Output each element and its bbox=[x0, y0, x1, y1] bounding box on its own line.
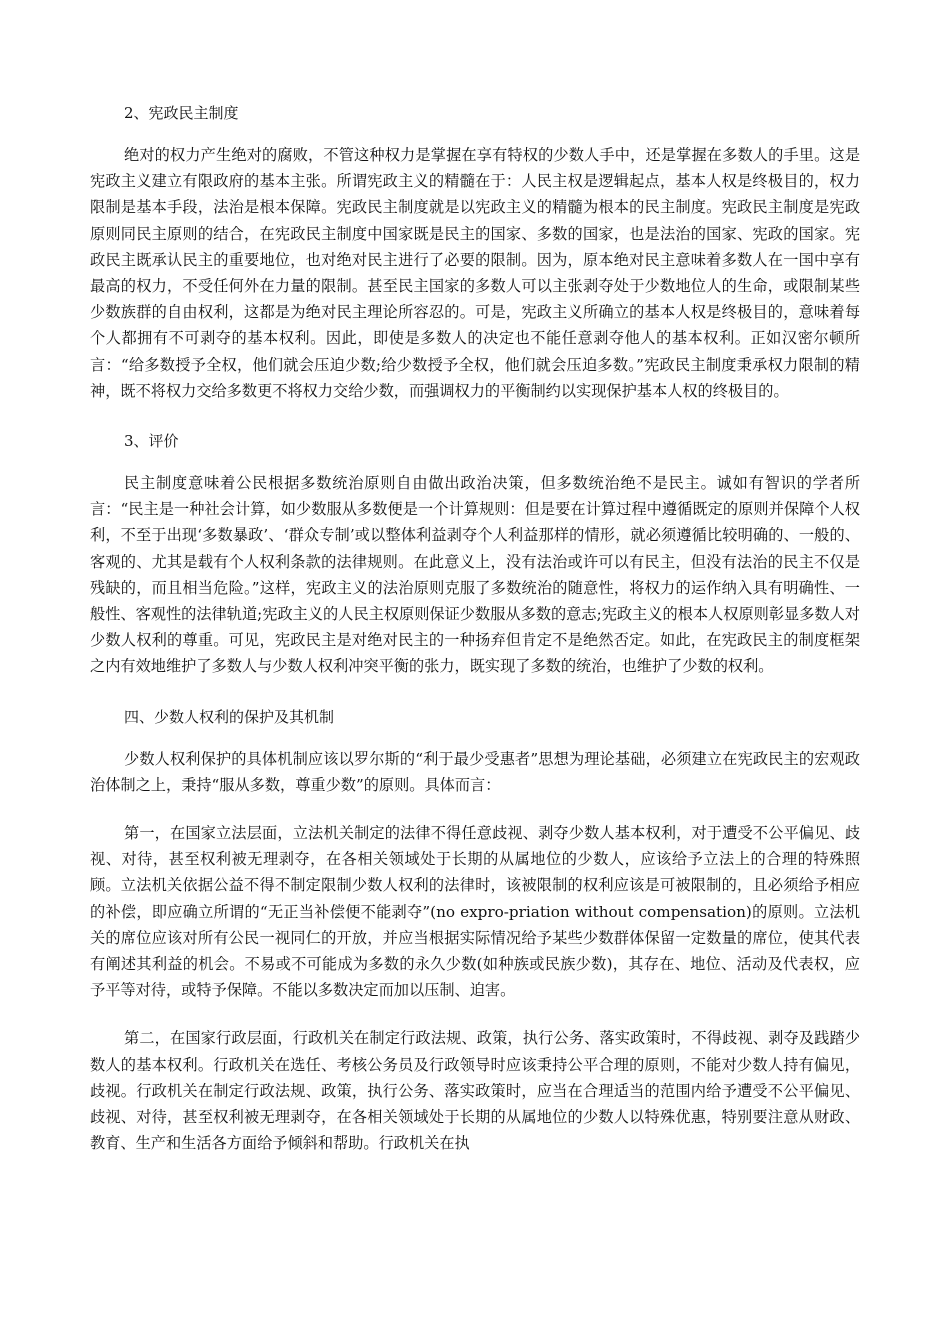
section-heading-constitutional-democracy: 2、宪政民主制度 bbox=[124, 104, 239, 122]
paragraph-minority-rights-intro: 少数人权利保护的具体机制应该以罗尔斯的“利于最少受惠者”思想为理论基础，必须建立在宪政民主的宏观政治体制之上，秉持“服从多数，尊重少数”的原则。具体而言： bbox=[90, 749, 860, 794]
paragraph-legislative-level: 第一，在国家立法层面，立法机关制定的法律不得任意歧视、剥夺少数人基本权利，对于遭受不公平偏见、歧视、对待，甚至权利被无理剥夺，在各相关领域处于长期的从属地位的少数人，应该给予立法上的合理的特殊照顾。立法机关依据公益不得不制定限制少数人权利的法律时，该被限制的权利应该是可被限制的，且必须给予相应的补偿，即应确立所谓的“无正当补偿便不能剥夺”(no expro-priation without compensation)的原则。立法机关的席位应该对所有公民一视同仁的开放，并应当根据实际情况给予某些少数群体保留一定数量的席位，使其代表有阐述其利益的机会。不易或不可能成为多数的永久少数(如种族或民族少数)，其存在、地位、活动及代表权，应予平等对待，或特予保障。不能以多数决定而加以压制、迫害。 bbox=[90, 824, 860, 1000]
paragraph-constitutional-democracy: 绝对的权力产生绝对的腐败，不管这种权力是掌握在享有特权的少数人手中，还是掌握在多数人的手里。这是宪政主义建立有限政府的基本主张。所谓宪政主义的精髓在于：人民主权是逻辑起点，基本人权是终极目的，权力限制是基本手段，法治是根本保障。宪政民主制度就是以宪政主义的精髓为根本的民主制度。宪政民主制度是宪政原则同民主原则的结合，在宪政民主制度中国家既是民主的国家、多数的国家，也是法治的国家、宪政的国家。宪政民主既承认民主的重要地位，也对绝对民主进行了必要的限制。因为，原本绝对民主意味着多数人在一国中享有最高的权力，不受任何外在力量的限制。甚至民主国家的多数人可以主张剥夺处于少数地位人的生命，或限制某些少数族群的自由权利，这都是为绝对民主理论所容忍的。可是，宪政主义所确立的基本人权是终极目的，意味着每个人都拥有不可剥夺的基本权利。因此，即使是多数人的决定也不能任意剥夺他人的基本权利。正如汉密尔顿所言：“给多数授予全权，他们就会压迫少数;给少数授予全权，他们就会压迫多数。”宪政民主制度秉承权力限制的精神，既不将权力交给多数更不将权力交给少数，而强调权力的平衡制约以实现保护基本人权的终极目的。 bbox=[90, 146, 860, 400]
document-page bbox=[90, 98, 860, 1157]
section-heading-evaluation: 3、评价 bbox=[124, 432, 179, 451]
section-heading-minority-rights-protection: 四、少数人权利的保护及其机制 bbox=[124, 707, 335, 726]
paragraph-administrative-level: 第二，在国家行政层面，行政机关在制定行政法规、政策，执行公务、落实政策时，不得歧视、剥夺及践踏少数人的基本权利。行政机关在选任、考核公务员及行政领导时应该秉持公平合理的原则，不能对少数人持有偏见，歧视。行政机关在制定行政法规、政策，执行公务、落实政策时，应当在合理适当的范围内给予遭受不公平偏见、歧视、对待，甚至权利被无理剥夺，在各相关领域处于长期的从属地位的少数人以特殊优惠，特别要注意从财政、教育、生产和生活各方面给予倾斜和帮助。行政机关在执 bbox=[90, 1029, 860, 1153]
paragraph-evaluation: 民主制度意味着公民根据多数统治原则自由做出政治决策，但多数统治绝不是民主。诚如有智识的学者所言：“民主是一种社会计算，如少数服从多数便是一个计算规则：但是要在计算过程中遵循既定的原则并保障个人权利，不至于出现‘多数暴政’、‘群众专制’或以整体利益剥夺个人利益那样的情形，就必须遵循比较明确的、一般的、客观的、尤其是载有个人权利条款的法律规则。在此意义上，没有法治或许可以有民主，但没有法治的民主不仅是残缺的，而且相当危险。”这样，宪政主义的法治原则克服了多数统治的随意性，将权力的运作纳入具有明确性、一般性、客观性的法律轨道;宪政主义的人民主权原则保证少数服从多数的意志;宪政主义的根本人权原则彰显多数人对少数人权利的尊重。可见，宪政民主是对绝对民主的一种扬弃但肯定不是绝然否定。如此，在宪政民主的制度框架之内有效地维护了多数人与少数人权利冲突平衡的张力，既实现了多数的统治，也维护了少数的权利。 bbox=[90, 474, 860, 676]
